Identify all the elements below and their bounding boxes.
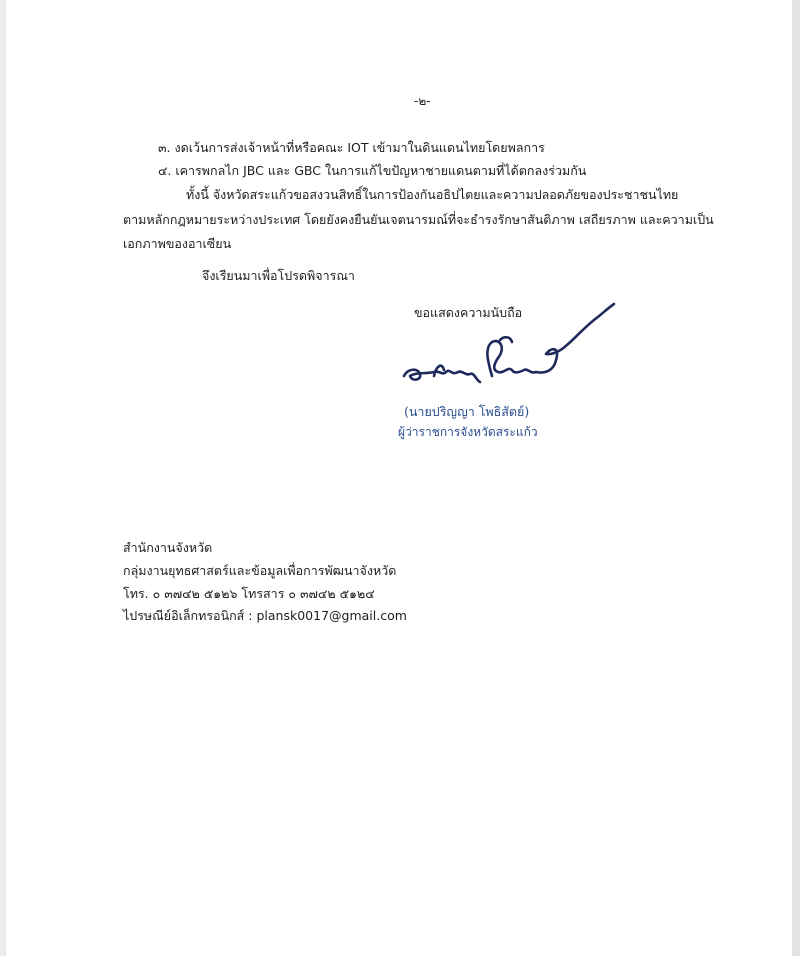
document-page: [6, 0, 792, 956]
signer-title: ผู้ว่าราชการจังหวัดสระแก้ว: [398, 425, 538, 439]
footer-division: กลุ่มงานยุทธศาสตร์และข้อมูลเพื่อการพัฒนาจังหวัด: [123, 563, 397, 578]
scan-edge: [792, 0, 800, 956]
signer-name: (นายปริญญา โพธิสัตย์): [404, 404, 530, 419]
footer-email: ไปรษณีย์อิเล็กทรอนิกส์ : plansk0017@gmail.com: [123, 608, 407, 623]
paragraph-line: เอกภาพของอาเซียน: [123, 236, 232, 251]
regards-line: ขอแสดงความนับถือ: [414, 305, 523, 320]
footer-office: สำนักงานจังหวัด: [123, 540, 213, 555]
paragraph-line: ตามหลักกฎหมายระหว่างประเทศ โดยยังคงยืนยันเจตนารมณ์ที่จะธำรงรักษาสันติภาพ เสถียรภาพ และความเป็น: [123, 212, 714, 227]
paragraph-line: ทั้งนี้ จังหวัดสระแก้วขอสงวนสิทธิ์ในการป้องกันอธิปไตยและความปลอดภัยของประชาชนไทย: [186, 187, 679, 202]
list-item: ๓. งดเว้นการส่งเจ้าหน้าที่หรือคณะ IOT เข้ามาในดินแดนไทยโดยพลการ: [158, 140, 545, 155]
footer-phone: โทร. ๐ ๓๗๔๒ ๕๑๒๖ โทรสาร ๐ ๓๗๔๒ ๕๑๒๔: [123, 586, 375, 601]
list-item: ๔. เคารพกลไก JBC และ GBC ในการแก้ไขปัญหาชายแดนตามที่ได้ตกลงร่วมกัน: [158, 163, 587, 178]
closing-line: จึงเรียนมาเพื่อโปรดพิจารณา: [202, 268, 355, 283]
handwritten-signature: [396, 296, 626, 396]
page-number: -๒-: [414, 94, 431, 108]
